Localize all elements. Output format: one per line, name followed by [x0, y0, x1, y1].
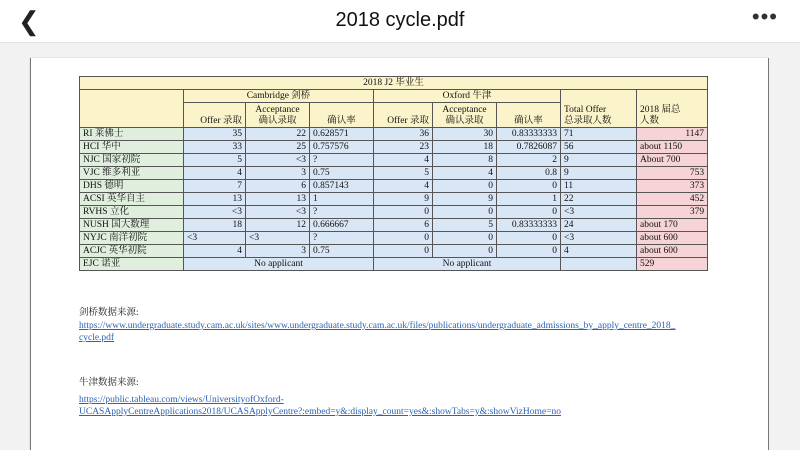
cam-offer-cell: 5 — [184, 154, 246, 167]
school-name-cell: DHS 德明 — [80, 180, 184, 193]
cam-acceptance-cell: 13 — [246, 193, 310, 206]
ox-acceptance-cell: 0 — [433, 206, 497, 219]
graduates-cell: 379 — [637, 206, 708, 219]
cam-acceptance-cell: 6 — [246, 180, 310, 193]
cambridge-link-line-2[interactable]: cycle.pdf — [79, 333, 115, 343]
cambridge-link-line-1[interactable]: https://www.undergraduate.study.cam.ac.uk/sites/www.undergraduate.study.cam.ac.uk/files/publications/undergraduate_admissions_by_apply_centre_2018_ — [79, 321, 676, 331]
graduates-cell: 753 — [637, 167, 708, 180]
total-offer-cell — [561, 258, 637, 271]
ox-acceptance-cell: 0 — [433, 245, 497, 258]
ox-acceptance-cell: 30 — [433, 128, 497, 141]
table-row — [80, 193, 708, 206]
oxford-link-line-2[interactable]: UCASApplyCentreApplications2018/UCASApplyCentre?:embed=y&:display_count=yes&:showTabs=y&:showVizHome=no — [79, 407, 561, 417]
cam-rate-cell: 1 — [310, 193, 374, 206]
graduates-cell: 529 — [637, 258, 708, 271]
cam-acceptance-cell: 12 — [246, 219, 310, 232]
ox-rate-cell: 0.83333333 — [497, 219, 561, 232]
cam-offer-cell: <3 — [184, 206, 246, 219]
cam-rate-cell: ? — [310, 154, 374, 167]
school-name-cell: NYJC 南洋初院 — [80, 232, 184, 245]
cam-rate-header: 确认率 — [310, 103, 374, 128]
cam-acceptance-cell: 25 — [246, 141, 310, 154]
group-header-row — [80, 90, 708, 103]
ox-offer-cell: 5 — [374, 167, 433, 180]
graduates-cell: 452 — [637, 193, 708, 206]
ox-acceptance-cell: 8 — [433, 154, 497, 167]
cam-rate-cell: 0.75 — [310, 167, 374, 180]
page-border-right — [768, 58, 769, 450]
table-row — [80, 128, 708, 141]
ox-offer-cell: 4 — [374, 154, 433, 167]
total-offer-cell: 9 — [561, 167, 637, 180]
ox-offer-cell: 0 — [374, 206, 433, 219]
graduates-cell: about 600 — [637, 232, 708, 245]
school-name-cell: RVHS 立化 — [80, 206, 184, 219]
oxford-link-line-1[interactable]: https://public.tableau.com/views/UniversityofOxford- — [79, 395, 284, 405]
ox-offer-cell: 9 — [374, 193, 433, 206]
cam-rate-cell: 0.857143 — [310, 180, 374, 193]
table-title: 2018 J2 毕业生 — [80, 77, 708, 90]
cam-offer-cell: 18 — [184, 219, 246, 232]
school-name-cell: ACJC 英华初院 — [80, 245, 184, 258]
cambridge-header: Cambridge 剑桥 — [184, 90, 374, 103]
cam-rate-cell: ? — [310, 232, 374, 245]
ox-acceptance-cell: 0 — [433, 180, 497, 193]
ox-offer-cell: 0 — [374, 232, 433, 245]
ox-rate-header: 确认率 — [497, 103, 561, 128]
school-name-cell: VJC 维多利亚 — [80, 167, 184, 180]
ox-acceptance-cell: 4 — [433, 167, 497, 180]
cam-rate-cell: ? — [310, 206, 374, 219]
school-name-cell: RI 莱佛士 — [80, 128, 184, 141]
total-offer-cell: 56 — [561, 141, 637, 154]
page-border-left — [30, 58, 31, 450]
graduates-cell: 1147 — [637, 128, 708, 141]
total-offer-cell: 71 — [561, 128, 637, 141]
total-offer-cell: 22 — [561, 193, 637, 206]
table-row — [80, 258, 708, 271]
ox-acceptance-header — [433, 103, 497, 128]
total-header-line-2: 总录取人数 — [564, 116, 612, 126]
table-row — [80, 167, 708, 180]
cam-offer-cell: 35 — [184, 128, 246, 141]
ox-rate-cell: 0 — [497, 180, 561, 193]
chevron-left-icon[interactable]: ❮ — [18, 6, 40, 36]
total-offer-header — [561, 90, 637, 128]
cam-no-applicant-cell: No applicant — [184, 258, 374, 271]
total-offer-cell: 9 — [561, 154, 637, 167]
table-row — [80, 180, 708, 193]
cam-rate-cell: 0.75 — [310, 245, 374, 258]
ox-offer-cell: 6 — [374, 219, 433, 232]
table-row — [80, 154, 708, 167]
graduates-cell: 373 — [637, 180, 708, 193]
ox-acceptance-cell: 5 — [433, 219, 497, 232]
table-row — [80, 232, 708, 245]
ox-rate-cell: 0 — [497, 206, 561, 219]
school-name-cell: EJC 诺亚 — [80, 258, 184, 271]
cam-acceptance-cell: <3 — [246, 206, 310, 219]
cambridge-source-link[interactable] — [79, 320, 729, 344]
grad-header-line-2: 人数 — [640, 116, 660, 126]
ox-acceptance-cell: 9 — [433, 193, 497, 206]
graduates-cell: about 170 — [637, 219, 708, 232]
table-row — [80, 219, 708, 232]
cam-acceptance-cell: <3 — [246, 232, 310, 245]
school-name-cell: ACSI 英华自主 — [80, 193, 184, 206]
cam-acceptance-cell: 3 — [246, 245, 310, 258]
admissions-table — [79, 76, 708, 271]
ox-rate-cell: 0.7826087 — [497, 141, 561, 154]
cam-rate-cell: 0.666667 — [310, 219, 374, 232]
cam-acceptance-cell: 3 — [246, 167, 310, 180]
graduates-header — [637, 90, 708, 128]
table-row — [80, 245, 708, 258]
school-name-cell: NUSH 国大数理 — [80, 219, 184, 232]
cam-offer-cell: <3 — [184, 232, 246, 245]
total-offer-cell: 4 — [561, 245, 637, 258]
cam-offer-header: Offer 录取 — [184, 103, 246, 128]
cam-offer-cell: 33 — [184, 141, 246, 154]
ox-rate-cell: 2 — [497, 154, 561, 167]
header-blank — [80, 90, 184, 128]
ox-acc-line-1: Acceptance — [442, 105, 487, 115]
cam-offer-cell: 4 — [184, 167, 246, 180]
ox-rate-cell: 0 — [497, 245, 561, 258]
school-name-cell: NJC 国家初院 — [80, 154, 184, 167]
ox-offer-cell: 36 — [374, 128, 433, 141]
ox-offer-cell: 23 — [374, 141, 433, 154]
total-offer-cell: <3 — [561, 206, 637, 219]
oxford-header: Oxford 牛津 — [374, 90, 561, 103]
graduates-cell: about 1150 — [637, 141, 708, 154]
top-bar — [0, 0, 800, 43]
school-name-cell: HCI 华中 — [80, 141, 184, 154]
graduates-cell: about 600 — [637, 245, 708, 258]
ox-acceptance-cell: 18 — [433, 141, 497, 154]
total-offer-cell: 11 — [561, 180, 637, 193]
document-title: 2018 cycle.pdf — [335, 9, 465, 31]
total-header-line-1: Total Offer — [564, 105, 607, 115]
table-row — [80, 206, 708, 219]
oxford-source-label: 牛津数据来源: — [79, 378, 139, 388]
ox-rate-cell: 0 — [497, 232, 561, 245]
ox-no-applicant-cell: No applicant — [374, 258, 561, 271]
cam-rate-cell: 0.628571 — [310, 128, 374, 141]
ox-offer-cell: 0 — [374, 245, 433, 258]
ox-rate-cell: 0.8 — [497, 167, 561, 180]
cam-offer-cell: 13 — [184, 193, 246, 206]
graduates-cell: About 700 — [637, 154, 708, 167]
ox-acceptance-cell: 0 — [433, 232, 497, 245]
ox-offer-header: Offer 录取 — [374, 103, 433, 128]
ox-offer-cell: 4 — [374, 180, 433, 193]
cam-offer-cell: 7 — [184, 180, 246, 193]
cam-offer-cell: 4 — [184, 245, 246, 258]
more-dots-icon[interactable]: ••• — [751, 4, 778, 29]
cam-acc-line-1: Acceptance — [255, 105, 300, 115]
cam-acceptance-header — [246, 103, 310, 128]
total-offer-cell: 24 — [561, 219, 637, 232]
cam-acceptance-cell: 22 — [246, 128, 310, 141]
cam-acceptance-cell: <3 — [246, 154, 310, 167]
ox-acc-line-2: 确认录取 — [445, 116, 484, 126]
total-offer-cell: <3 — [561, 232, 637, 245]
ox-rate-cell: 0.83333333 — [497, 128, 561, 141]
oxford-source-link[interactable] — [79, 394, 729, 418]
table-row — [80, 141, 708, 154]
cam-rate-cell: 0.757576 — [310, 141, 374, 154]
grad-header-line-1: 2018 届总 — [640, 105, 681, 115]
table-title-row — [80, 77, 708, 90]
cam-acc-line-2: 确认录取 — [258, 116, 297, 126]
cambridge-source-label: 剑桥数据来源: — [79, 308, 139, 318]
ox-rate-cell: 1 — [497, 193, 561, 206]
